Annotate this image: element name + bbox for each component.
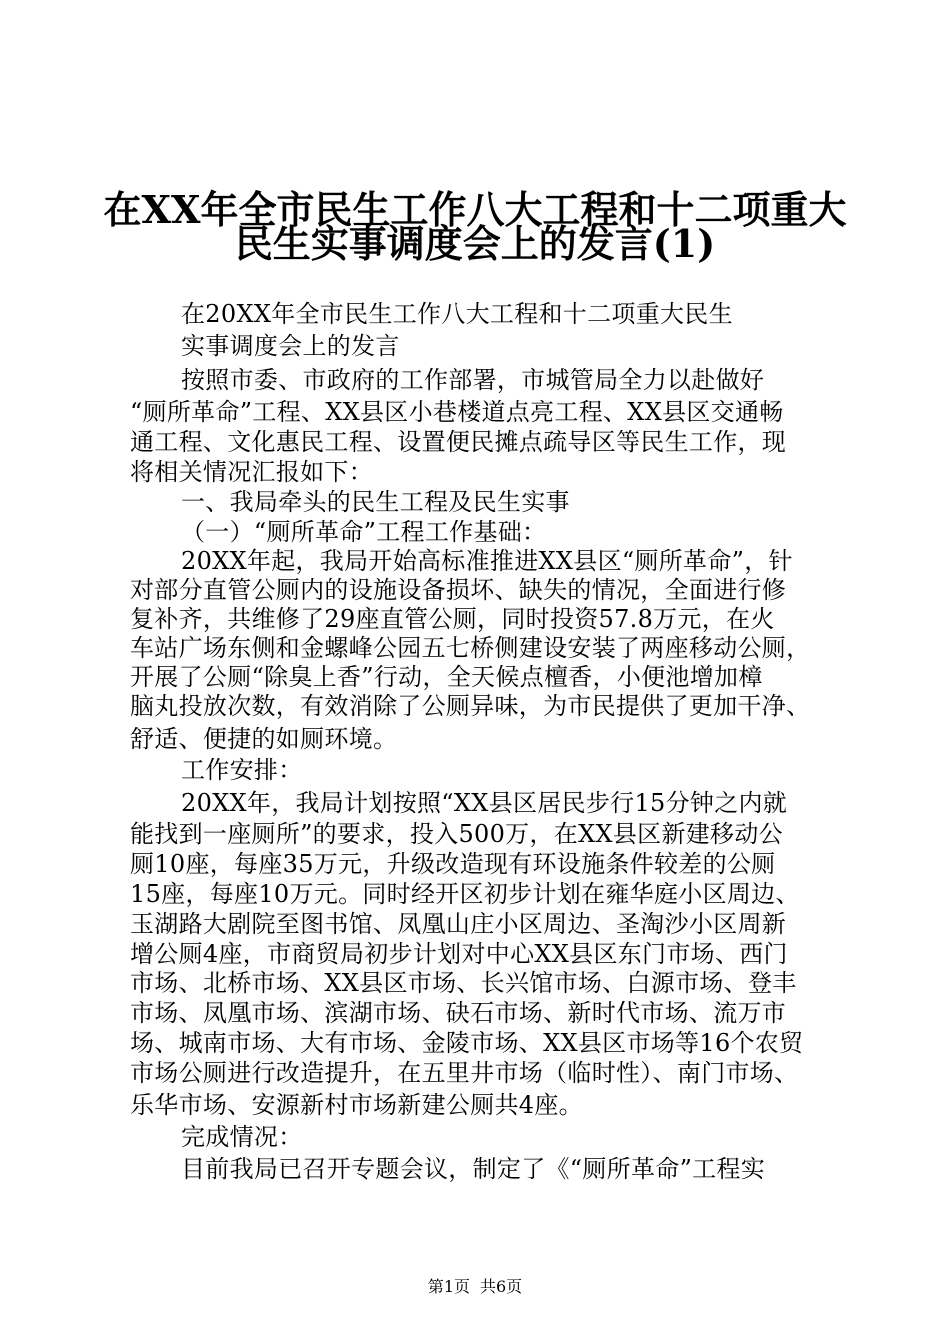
document-title-line-1: 在XX年全市民生工作八大工程和十二项重大 <box>103 187 847 232</box>
section-heading: 一、我局牵头的民生工程及民生实事 <box>181 488 570 516</box>
paragraph-line: 15座，每座10万元。同时经开区初步计划在雍华庭小区周边、 <box>130 880 800 908</box>
paragraph-line: “厕所革命”工程、XX县区小巷楼道点亮工程、XX县区交通畅 <box>130 398 784 426</box>
page-number: 第1页 <box>427 1277 470 1296</box>
paragraph-line: 舒适、便捷的如厕环境。 <box>130 725 398 753</box>
paragraph-line: 复补齐，共维修了29座直管公厕，同时投资57.8万元，在火 <box>130 605 775 633</box>
subsection-heading: （一）“厕所革命”工程工作基础： <box>181 518 547 546</box>
paragraph-line: 增公厕4座，市商贸局初步计划对中心XX县区东门市场、西门 <box>130 940 788 968</box>
paragraph-line: 目前我局已召开专题会议，制定了《“厕所革命”工程实 <box>181 1155 766 1183</box>
subsection-heading: 工作安排： <box>181 756 303 784</box>
paragraph-line: 市场、凤凰市场、滨湖市场、砄石市场、新时代市场、流万市 <box>130 999 787 1027</box>
page-footer <box>0 1276 950 1298</box>
subtitle-line: 在20XX年全市民生工作八大工程和十二项重大民生 <box>181 300 733 328</box>
paragraph-line: 按照市委、市政府的工作部署，市城管局全力以赴做好 <box>181 366 765 394</box>
paragraph-line: 通工程、文化惠民工程、设置便民摊点疏导区等民生工作，现 <box>130 428 787 456</box>
subsection-heading: 完成情况： <box>181 1123 303 1151</box>
paragraph-line: 对部分直管公厕内的设施设备损坏、缺失的情况，全面进行修 <box>130 576 787 604</box>
paragraph-line: 将相关情况汇报如下： <box>130 458 373 486</box>
paragraph-line: 玉湖路大剧院至图书馆、凤凰山庄小区周边、圣淘沙小区周新 <box>130 910 787 938</box>
paragraph-line: 20XX年起，我局开始高标准推进XX县区“厕所革命”，针 <box>181 547 793 575</box>
paragraph-line: 车站广场东侧和金螺峰公园五七桥侧建设安装了两座移动公厕， <box>130 634 811 662</box>
paragraph-line: 开展了公厕“除臭上香”行动，全天候点檀香，小便池增加樟 <box>130 663 763 691</box>
document-title-line-2: 民生实事调度会上的发言(1) <box>234 221 716 266</box>
paragraph-line: 能找到一座厕所”的要求，投入500万，在XX县区新建移动公 <box>130 820 783 848</box>
subtitle-line: 实事调度会上的发言 <box>181 332 400 360</box>
paragraph-line: 场、城南市场、大有市场、金陵市场、XX县区市场等16个农贸 <box>130 1029 804 1057</box>
paragraph-line: 20XX年，我局计划按照“XX县区居民步行15分钟之内就 <box>181 789 788 817</box>
paragraph-line: 乐华市场、安源新村市场新建公厕共4座。 <box>130 1091 583 1119</box>
paragraph-line: 脑丸投放次数，有效消除了公厕异味，为市民提供了更加干净、 <box>130 692 811 720</box>
paragraph-line: 厕10座，每座35万元，升级改造现有环设施条件较差的公厕 <box>130 850 776 878</box>
page-total: 共6页 <box>480 1277 523 1296</box>
paragraph-line: 市场公厕进行改造提升，在五里井市场（临时性）、南门市场、 <box>130 1059 799 1087</box>
paragraph-line: 市场、北桥市场、XX县区市场、长兴馆市场、白源市场、登丰 <box>130 969 797 997</box>
